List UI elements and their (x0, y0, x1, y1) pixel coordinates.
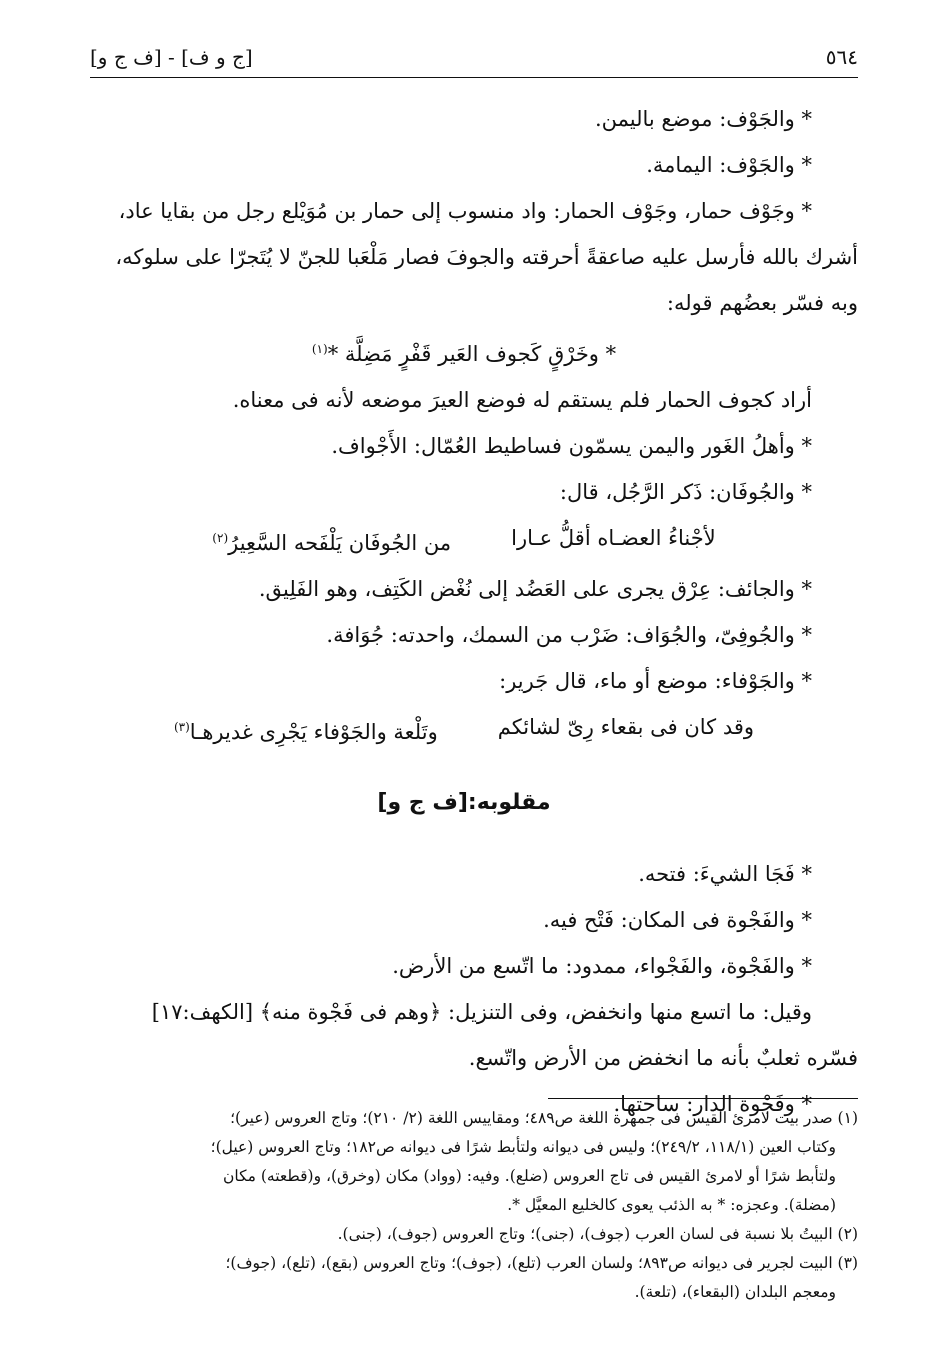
entry-line: * والجَوْف: موضع باليمن. (594, 107, 812, 131)
verse-hemistich-first: وقد كان فى بقعاء رِىّ لشائكم (497, 715, 755, 739)
entry-line: * والجَوْف: اليمامة. (646, 153, 812, 177)
header-rule (90, 77, 858, 78)
page-header (90, 40, 858, 74)
footnote-line: (٣) البيت لجرير فى ديوانه ص٨٩٣؛ ولسان العرب (تلع)، (جوف)؛ وتاج العروس (بقع)، (تلع)، (جوف)؛ (225, 1254, 858, 1272)
verse-text: من الجُوفَان يَلْفَحه السَّعِيرُ (228, 531, 452, 555)
verse-text: وتَلْعة والجَوْفاء يَجْرِى غديرهـا (189, 720, 438, 744)
footnotes (70, 1104, 858, 1307)
entry-line: * وأهلُ الغَور واليمن يسمّون فساطيط العُمّال: الأَجْواف. (331, 434, 812, 458)
verse-couplet (70, 704, 858, 755)
verse-line (70, 326, 858, 377)
entry-line: * فَجَا الشيءَ: فتحه. (638, 862, 812, 886)
footnote-line: ولتأبط شرًا أو لامرئ القيس فى تاج العروس (ضلع). وفيه: (وواد) مكان (وخرق)، و(قطعته) مكان (222, 1167, 836, 1185)
page-number: ٥٦٤ (825, 45, 858, 69)
footnote-line: (٢) البيتُ بلا نسبة فى لسان العرب (جوف)، (جنى)؛ وتاج العروس (جوف)، (جنى). (337, 1225, 858, 1243)
verse-hemistich-second (212, 515, 451, 566)
entry-line: * وجَوْف حمار، وجَوْف الحمار: واد منسوب إلى حمار بن مُوَيْلع رجل من بقايا عاد، (118, 199, 812, 223)
footnote-ref: (٣) (173, 720, 190, 734)
entry-line: * والجَوْفاء: موضع أو ماء، قال جَرير: (499, 669, 812, 693)
verse-couplet (70, 515, 858, 566)
footnote-line: ومعجم البلدان (البقعاء)، (تلعة). (634, 1283, 836, 1301)
entry-line: أشرك بالله فأرسل عليه صاعقةً أحرقته والجوفَ فصار مَلْعَبا للجنّ لا يُتَجرّا على سلوكه، (115, 245, 858, 269)
footnote-ref: (٢) (212, 531, 229, 545)
footnote-separator (548, 1098, 858, 1099)
entry-line: وقيل: ما اتسع منها وانخفض، وفى التنزيل: ﴿وهم فى فَجْوة منه﴾ [الكهف:١٧] (151, 1000, 812, 1024)
entry-line: أراد كجوف الحمار فلم يستقم له فوضع العيرَ موضعه لأنه فى معناه. (232, 388, 812, 412)
entry-line: * والفَجْوة فى المكان: فَتْح فيه. (543, 908, 812, 932)
main-text (70, 96, 858, 1127)
verse-hemistich-second (174, 704, 438, 755)
entry-line: * والفَجْوة، والفَجْواء، ممدود: ما اتّسع من الأرض. (392, 954, 812, 978)
entry-line: * والجائف: عِرْق يجرى على العَضُد إلى نُغْض الكَتِف، وهو الفَلِيق. (258, 577, 812, 601)
entry-line: وبه فسّر بعضُهم قوله: (666, 291, 858, 315)
footnote-ref: (١) (311, 342, 328, 356)
entry-line: فسّره ثعلبٌ بأنه ما انخفض من الأرض واتّسع. (468, 1046, 858, 1070)
footnote-line: وكتاب العين (١١٨/١، ٢٤٩/٢)؛ وليس فى ديوانه ولتأبط شرًا فى ديوانه ص١٨٢؛ وتاج العروس (عيل)؛ (210, 1138, 836, 1156)
verse-hemistich-first: لأجْناءُ العضـاه أقلُّ عـارا (511, 526, 716, 550)
entry-line: * والجُوفَان: ذَكر الرَّجُل، قال: (559, 480, 812, 504)
running-title: [ج و ف] - [ف ج و] (90, 45, 253, 69)
entry-line: * والجُوفِىّ، والجُوَاف: ضَرْب من السمك، واحدته: جُوَافة. (326, 623, 812, 647)
footnote-line: (١) صدر بيت لامرئ القيس فى جمهرة اللغة ص٤٨٩؛ ومقاييس اللغة (٢/ ٢١٠)؛ وتاج العروس (عير)؛ (230, 1109, 858, 1127)
footnote-line: (مضلة). وعجزه: * به الذئب يعوى كالخليع المعيَّل *. (507, 1196, 836, 1214)
verse-text: * وخَرْقٍ كَجوف العَير قَفْرٍ مَضِلَّة * (327, 342, 617, 366)
entry-line: * وفَجْوة الدار: ساحتها. (613, 1092, 812, 1116)
section-subheading: مقلوبه:[ف ج و] (377, 790, 551, 815)
